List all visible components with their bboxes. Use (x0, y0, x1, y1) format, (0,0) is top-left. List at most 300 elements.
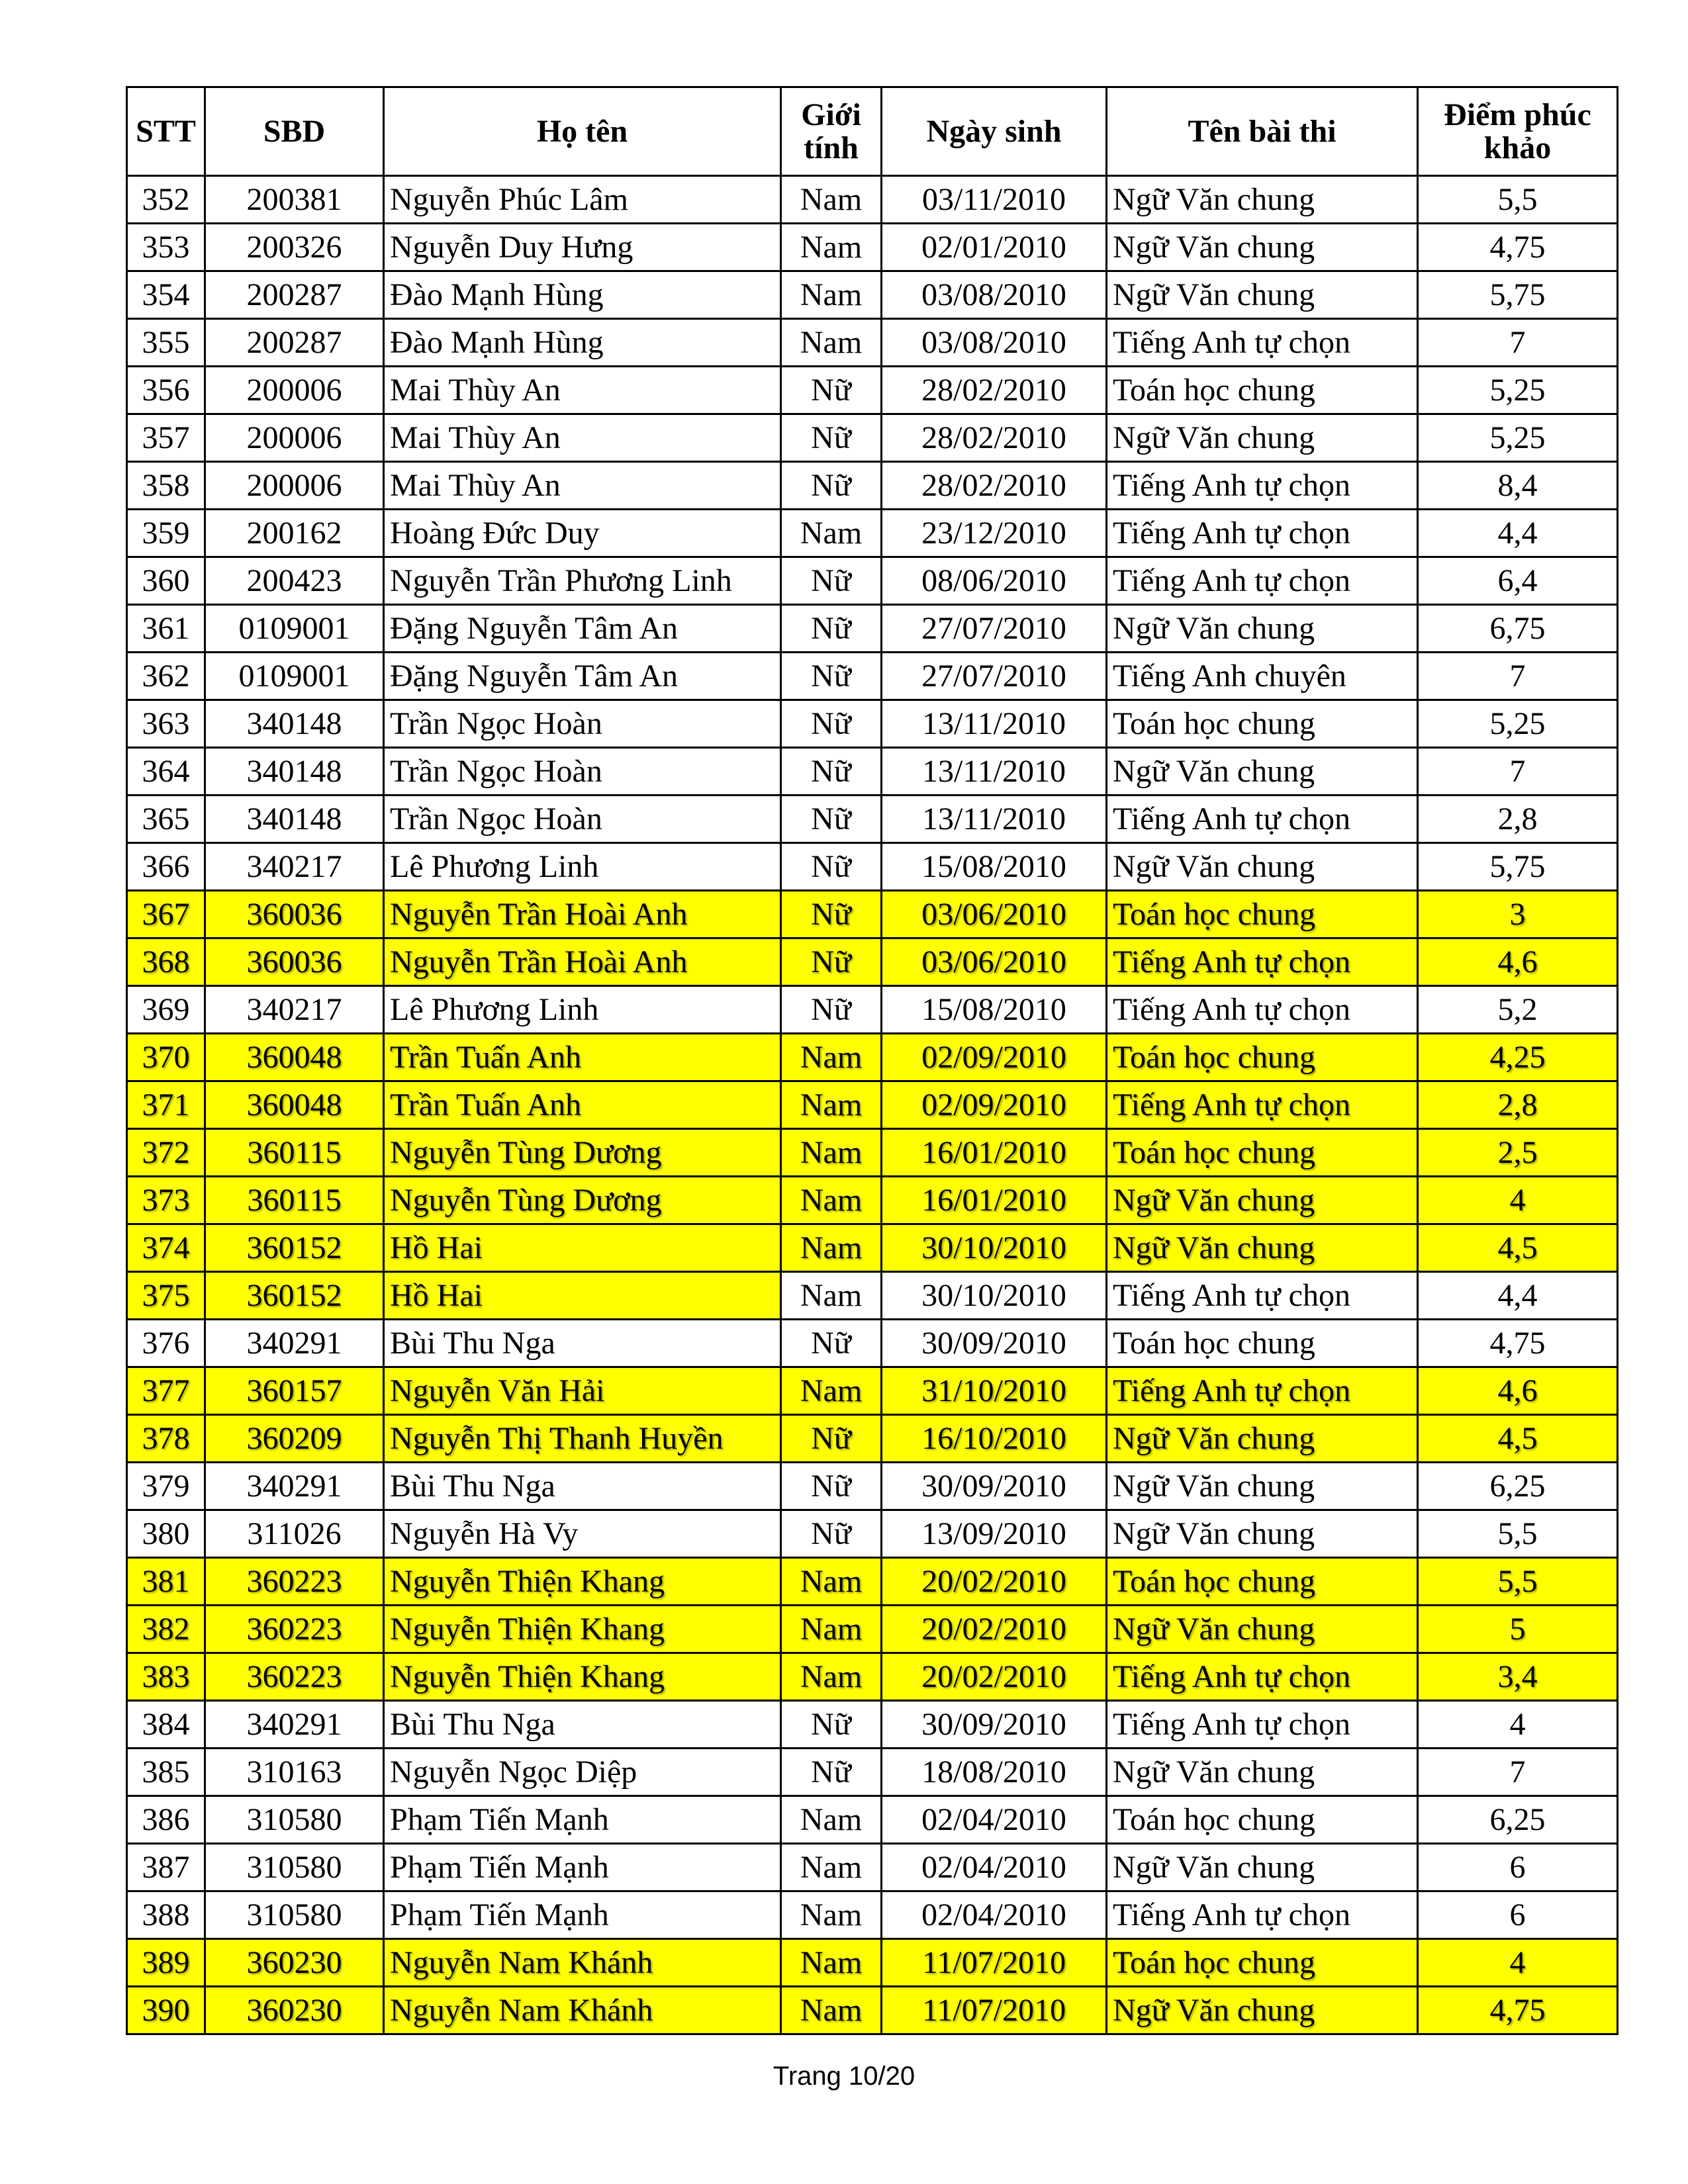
cell-dob: 03/06/2010 (882, 891, 1107, 938)
table-row (127, 367, 1618, 414)
cell-gender: Nữ (781, 462, 882, 510)
cell-name: Trần Ngọc Hoàn (384, 700, 781, 748)
cell-subject: Ngữ Văn chung (1107, 1415, 1418, 1463)
cell-score: 6 (1418, 1844, 1618, 1891)
cell-gender: Nữ (781, 938, 882, 986)
cell-score: 3 (1418, 891, 1618, 938)
cell-name: Nguyễn Thiện Khang (384, 1558, 781, 1606)
cell-sbd: 310163 (205, 1749, 384, 1796)
cell-gender: Nam (781, 1367, 882, 1415)
cell-sbd: 340291 (205, 1701, 384, 1749)
results-table (126, 86, 1618, 2035)
cell-dob: 20/02/2010 (882, 1558, 1107, 1606)
cell-gender: Nam (781, 1129, 882, 1177)
header-name: Họ tên (384, 87, 781, 176)
cell-gender: Nữ (781, 891, 882, 938)
cell-stt: 375 (127, 1272, 205, 1320)
cell-sbd: 360223 (205, 1606, 384, 1653)
cell-score: 4,6 (1418, 938, 1618, 986)
cell-score: 6,75 (1418, 605, 1618, 653)
cell-dob: 30/09/2010 (882, 1320, 1107, 1367)
cell-dob: 02/04/2010 (882, 1796, 1107, 1844)
cell-dob: 28/02/2010 (882, 367, 1107, 414)
cell-stt: 357 (127, 414, 205, 462)
cell-gender: Nữ (781, 414, 882, 462)
cell-stt: 384 (127, 1701, 205, 1749)
cell-name: Nguyễn Hà Vy (384, 1510, 781, 1558)
table-row (127, 1272, 1618, 1320)
cell-stt: 380 (127, 1510, 205, 1558)
cell-sbd: 200006 (205, 414, 384, 462)
cell-score: 4,75 (1418, 1987, 1618, 2034)
cell-dob: 16/01/2010 (882, 1177, 1107, 1224)
cell-score: 4,75 (1418, 1320, 1618, 1367)
header-score (1418, 87, 1618, 176)
cell-dob: 16/01/2010 (882, 1129, 1107, 1177)
cell-gender: Nữ (781, 986, 882, 1034)
cell-subject: Ngữ Văn chung (1107, 1224, 1418, 1272)
cell-sbd: 360036 (205, 938, 384, 986)
cell-dob: 16/10/2010 (882, 1415, 1107, 1463)
cell-name: Nguyễn Trần Hoài Anh (384, 891, 781, 938)
cell-name: Lê Phương Linh (384, 843, 781, 891)
cell-subject: Ngữ Văn chung (1107, 1844, 1418, 1891)
cell-score: 2,5 (1418, 1129, 1618, 1177)
cell-gender: Nam (781, 1987, 882, 2034)
cell-subject: Tiếng Anh tự chọn (1107, 938, 1418, 986)
table-row (127, 938, 1618, 986)
cell-score: 5,2 (1418, 986, 1618, 1034)
table-row (127, 843, 1618, 891)
table-row (127, 1510, 1618, 1558)
cell-dob: 03/08/2010 (882, 271, 1107, 319)
cell-gender: Nam (781, 1034, 882, 1081)
cell-subject: Toán học chung (1107, 1034, 1418, 1081)
cell-stt: 379 (127, 1463, 205, 1510)
cell-score: 4 (1418, 1939, 1618, 1987)
cell-sbd: 200381 (205, 176, 384, 224)
cell-score: 6,25 (1418, 1463, 1618, 1510)
table-row (127, 319, 1618, 367)
cell-name: Hoàng Đức Duy (384, 510, 781, 557)
cell-subject: Tiếng Anh tự chọn (1107, 1653, 1418, 1701)
cell-subject: Ngữ Văn chung (1107, 1606, 1418, 1653)
cell-sbd: 200287 (205, 271, 384, 319)
cell-dob: 13/09/2010 (882, 1510, 1107, 1558)
cell-sbd: 0109001 (205, 605, 384, 653)
cell-score: 4,4 (1418, 1272, 1618, 1320)
cell-gender: Nữ (781, 1463, 882, 1510)
cell-dob: 23/12/2010 (882, 510, 1107, 557)
cell-gender: Nam (781, 1606, 882, 1653)
table-row (127, 1415, 1618, 1463)
cell-stt: 365 (127, 796, 205, 843)
cell-gender: Nữ (781, 605, 882, 653)
cell-dob: 13/11/2010 (882, 796, 1107, 843)
cell-name: Trần Ngọc Hoàn (384, 748, 781, 796)
cell-sbd: 360115 (205, 1177, 384, 1224)
cell-gender: Nữ (781, 843, 882, 891)
cell-sbd: 200287 (205, 319, 384, 367)
cell-dob: 30/10/2010 (882, 1224, 1107, 1272)
cell-name: Đặng Nguyễn Tâm An (384, 653, 781, 700)
cell-score: 4,4 (1418, 510, 1618, 557)
cell-sbd: 311026 (205, 1510, 384, 1558)
cell-score: 4,5 (1418, 1415, 1618, 1463)
cell-gender: Nam (781, 271, 882, 319)
cell-name: Đào Mạnh Hùng (384, 319, 781, 367)
cell-sbd: 200006 (205, 462, 384, 510)
cell-stt: 369 (127, 986, 205, 1034)
cell-name: Nguyễn Thiện Khang (384, 1653, 781, 1701)
table-row (127, 653, 1618, 700)
cell-stt: 363 (127, 700, 205, 748)
cell-sbd: 360223 (205, 1653, 384, 1701)
table-row (127, 1891, 1618, 1939)
cell-sbd: 360036 (205, 891, 384, 938)
cell-score: 5,5 (1418, 1558, 1618, 1606)
cell-stt: 390 (127, 1987, 205, 2034)
cell-score: 5,25 (1418, 700, 1618, 748)
cell-stt: 377 (127, 1367, 205, 1415)
cell-name: Nguyễn Nam Khánh (384, 1987, 781, 2034)
cell-subject: Tiếng Anh tự chọn (1107, 1272, 1418, 1320)
cell-sbd: 360048 (205, 1081, 384, 1129)
cell-gender: Nam (781, 224, 882, 271)
table-body (127, 176, 1618, 2034)
table-row (127, 462, 1618, 510)
cell-name: Trần Tuấn Anh (384, 1081, 781, 1129)
cell-gender: Nữ (781, 1415, 882, 1463)
cell-stt: 374 (127, 1224, 205, 1272)
cell-stt: 381 (127, 1558, 205, 1606)
cell-stt: 382 (127, 1606, 205, 1653)
table-row (127, 1796, 1618, 1844)
cell-subject: Tiếng Anh tự chọn (1107, 510, 1418, 557)
cell-subject: Tiếng Anh tự chọn (1107, 1081, 1418, 1129)
cell-sbd: 340291 (205, 1320, 384, 1367)
header-score-line2: khảo (1483, 130, 1552, 165)
cell-subject: Ngữ Văn chung (1107, 224, 1418, 271)
cell-sbd: 340291 (205, 1463, 384, 1510)
cell-subject: Tiếng Anh tự chọn (1107, 1701, 1418, 1749)
cell-stt: 386 (127, 1796, 205, 1844)
cell-name: Phạm Tiến Mạnh (384, 1796, 781, 1844)
header-subject: Tên bài thi (1107, 87, 1418, 176)
cell-dob: 28/02/2010 (882, 462, 1107, 510)
table-row (127, 891, 1618, 938)
cell-score: 3,4 (1418, 1653, 1618, 1701)
cell-dob: 15/08/2010 (882, 986, 1107, 1034)
cell-gender: Nữ (781, 1701, 882, 1749)
cell-name: Mai Thùy An (384, 414, 781, 462)
cell-dob: 02/04/2010 (882, 1891, 1107, 1939)
cell-dob: 18/08/2010 (882, 1749, 1107, 1796)
cell-gender: Nam (781, 1939, 882, 1987)
cell-dob: 11/07/2010 (882, 1939, 1107, 1987)
cell-sbd: 360223 (205, 1558, 384, 1606)
cell-gender: Nữ (781, 748, 882, 796)
cell-stt: 385 (127, 1749, 205, 1796)
cell-stt: 352 (127, 176, 205, 224)
cell-name: Hồ Hai (384, 1272, 781, 1320)
cell-name: Nguyễn Duy Hưng (384, 224, 781, 271)
cell-gender: Nữ (781, 557, 882, 605)
cell-dob: 02/04/2010 (882, 1844, 1107, 1891)
table-row (127, 796, 1618, 843)
table-row (127, 1606, 1618, 1653)
cell-score: 5,5 (1418, 176, 1618, 224)
cell-stt: 389 (127, 1939, 205, 1987)
cell-score: 4,75 (1418, 224, 1618, 271)
cell-score: 5,25 (1418, 414, 1618, 462)
cell-dob: 02/09/2010 (882, 1034, 1107, 1081)
cell-sbd: 200006 (205, 367, 384, 414)
cell-score: 5 (1418, 1606, 1618, 1653)
cell-gender: Nam (781, 1844, 882, 1891)
cell-score: 6 (1418, 1891, 1618, 1939)
cell-name: Đặng Nguyễn Tâm An (384, 605, 781, 653)
cell-name: Trần Tuấn Anh (384, 1034, 781, 1081)
cell-stt: 383 (127, 1653, 205, 1701)
cell-dob: 20/02/2010 (882, 1606, 1107, 1653)
cell-gender: Nữ (781, 796, 882, 843)
cell-subject: Ngữ Văn chung (1107, 414, 1418, 462)
cell-sbd: 310580 (205, 1796, 384, 1844)
cell-stt: 368 (127, 938, 205, 986)
cell-score: 5,75 (1418, 271, 1618, 319)
table-row (127, 510, 1618, 557)
cell-name: Nguyễn Trần Hoài Anh (384, 938, 781, 986)
cell-dob: 30/10/2010 (882, 1272, 1107, 1320)
table-row (127, 1701, 1618, 1749)
cell-dob: 28/02/2010 (882, 414, 1107, 462)
cell-sbd: 340148 (205, 748, 384, 796)
cell-stt: 378 (127, 1415, 205, 1463)
cell-stt: 364 (127, 748, 205, 796)
cell-subject: Tiếng Anh tự chọn (1107, 319, 1418, 367)
table-row (127, 1987, 1618, 2034)
cell-subject: Tiếng Anh tự chọn (1107, 557, 1418, 605)
cell-gender: Nữ (781, 653, 882, 700)
cell-dob: 02/01/2010 (882, 224, 1107, 271)
cell-gender: Nữ (781, 367, 882, 414)
cell-sbd: 360157 (205, 1367, 384, 1415)
cell-subject: Ngữ Văn chung (1107, 271, 1418, 319)
cell-sbd: 340217 (205, 986, 384, 1034)
cell-stt: 360 (127, 557, 205, 605)
cell-dob: 03/08/2010 (882, 319, 1107, 367)
table-header (127, 87, 1618, 176)
cell-subject: Toán học chung (1107, 1320, 1418, 1367)
cell-dob: 08/06/2010 (882, 557, 1107, 605)
cell-stt: 373 (127, 1177, 205, 1224)
cell-name: Lê Phương Linh (384, 986, 781, 1034)
cell-subject: Toán học chung (1107, 700, 1418, 748)
cell-subject: Toán học chung (1107, 1129, 1418, 1177)
cell-score: 5,25 (1418, 367, 1618, 414)
table-row (127, 414, 1618, 462)
cell-gender: Nam (781, 176, 882, 224)
cell-subject: Tiếng Anh tự chọn (1107, 462, 1418, 510)
cell-sbd: 0109001 (205, 653, 384, 700)
cell-name: Bùi Thu Nga (384, 1463, 781, 1510)
cell-subject: Tiếng Anh tự chọn (1107, 1367, 1418, 1415)
cell-subject: Ngữ Văn chung (1107, 843, 1418, 891)
cell-sbd: 360152 (205, 1224, 384, 1272)
cell-sbd: 360230 (205, 1987, 384, 2034)
header-gender-line2: tính (804, 130, 859, 165)
cell-sbd: 340148 (205, 700, 384, 748)
cell-dob: 30/09/2010 (882, 1463, 1107, 1510)
cell-sbd: 310580 (205, 1891, 384, 1939)
table-row (127, 224, 1618, 271)
cell-sbd: 340217 (205, 843, 384, 891)
cell-dob: 20/02/2010 (882, 1653, 1107, 1701)
cell-name: Nguyễn Thị Thanh Huyền (384, 1415, 781, 1463)
cell-subject: Tiếng Anh tự chọn (1107, 986, 1418, 1034)
table-row (127, 557, 1618, 605)
page-number: Trang 10/20 (773, 2062, 915, 2091)
cell-subject: Toán học chung (1107, 1558, 1418, 1606)
cell-stt: 359 (127, 510, 205, 557)
cell-stt: 367 (127, 891, 205, 938)
cell-sbd: 360209 (205, 1415, 384, 1463)
table-row (127, 605, 1618, 653)
cell-name: Nguyễn Thiện Khang (384, 1606, 781, 1653)
cell-gender: Nam (781, 1224, 882, 1272)
cell-score: 7 (1418, 748, 1618, 796)
cell-score: 4 (1418, 1177, 1618, 1224)
cell-name: Nguyễn Nam Khánh (384, 1939, 781, 1987)
cell-subject: Toán học chung (1107, 367, 1418, 414)
cell-gender: Nam (781, 510, 882, 557)
table-row (127, 1129, 1618, 1177)
cell-subject: Ngữ Văn chung (1107, 605, 1418, 653)
cell-dob: 31/10/2010 (882, 1367, 1107, 1415)
cell-score: 2,8 (1418, 796, 1618, 843)
header-gender-line1: Giới (801, 97, 861, 132)
cell-stt: 362 (127, 653, 205, 700)
cell-name: Đào Mạnh Hùng (384, 271, 781, 319)
cell-stt: 372 (127, 1129, 205, 1177)
cell-gender: Nữ (781, 1510, 882, 1558)
cell-subject: Ngữ Văn chung (1107, 1463, 1418, 1510)
cell-score: 2,8 (1418, 1081, 1618, 1129)
cell-stt: 361 (127, 605, 205, 653)
cell-sbd: 340148 (205, 796, 384, 843)
table-row (127, 176, 1618, 224)
cell-stt: 358 (127, 462, 205, 510)
cell-name: Nguyễn Tùng Dương (384, 1177, 781, 1224)
cell-score: 6,25 (1418, 1796, 1618, 1844)
cell-dob: 15/08/2010 (882, 843, 1107, 891)
table-row (127, 1939, 1618, 1987)
cell-gender: Nam (781, 1177, 882, 1224)
table-row (127, 1653, 1618, 1701)
cell-stt: 370 (127, 1034, 205, 1081)
cell-stt: 366 (127, 843, 205, 891)
table-row (127, 1463, 1618, 1510)
cell-gender: Nam (781, 1891, 882, 1939)
cell-name: Nguyễn Trần Phương Linh (384, 557, 781, 605)
cell-score: 5,75 (1418, 843, 1618, 891)
cell-stt: 371 (127, 1081, 205, 1129)
table-row (127, 748, 1618, 796)
cell-dob: 03/11/2010 (882, 176, 1107, 224)
cell-score: 5,5 (1418, 1510, 1618, 1558)
table-row (127, 1844, 1618, 1891)
cell-score: 7 (1418, 1749, 1618, 1796)
cell-dob: 13/11/2010 (882, 748, 1107, 796)
table-row (127, 1081, 1618, 1129)
cell-score: 7 (1418, 319, 1618, 367)
cell-gender: Nữ (781, 1320, 882, 1367)
cell-subject: Toán học chung (1107, 1796, 1418, 1844)
cell-name: Nguyễn Văn Hải (384, 1367, 781, 1415)
cell-stt: 388 (127, 1891, 205, 1939)
table-row (127, 1034, 1618, 1081)
cell-subject: Toán học chung (1107, 891, 1418, 938)
cell-dob: 27/07/2010 (882, 605, 1107, 653)
cell-name: Bùi Thu Nga (384, 1701, 781, 1749)
header-row (127, 87, 1618, 176)
cell-sbd: 360152 (205, 1272, 384, 1320)
cell-score: 4,5 (1418, 1224, 1618, 1272)
table-row (127, 986, 1618, 1034)
cell-sbd: 200326 (205, 224, 384, 271)
table-row (127, 1558, 1618, 1606)
header-stt: STT (127, 87, 205, 176)
cell-gender: Nam (781, 319, 882, 367)
cell-subject: Tiếng Anh tự chọn (1107, 796, 1418, 843)
header-sbd: SBD (205, 87, 384, 176)
table-row (127, 1177, 1618, 1224)
cell-gender: Nam (781, 1653, 882, 1701)
cell-name: Mai Thùy An (384, 367, 781, 414)
table-row (127, 271, 1618, 319)
cell-subject: Ngữ Văn chung (1107, 748, 1418, 796)
cell-name: Nguyễn Tùng Dương (384, 1129, 781, 1177)
cell-stt: 355 (127, 319, 205, 367)
cell-score: 7 (1418, 653, 1618, 700)
cell-name: Bùi Thu Nga (384, 1320, 781, 1367)
cell-sbd: 310580 (205, 1844, 384, 1891)
cell-dob: 27/07/2010 (882, 653, 1107, 700)
cell-subject: Toán học chung (1107, 1939, 1418, 1987)
cell-name: Phạm Tiến Mạnh (384, 1844, 781, 1891)
cell-dob: 03/06/2010 (882, 938, 1107, 986)
cell-sbd: 200162 (205, 510, 384, 557)
cell-score: 6,4 (1418, 557, 1618, 605)
cell-gender: Nam (781, 1081, 882, 1129)
cell-stt: 376 (127, 1320, 205, 1367)
cell-dob: 11/07/2010 (882, 1987, 1107, 2034)
cell-dob: 02/09/2010 (882, 1081, 1107, 1129)
cell-stt: 354 (127, 271, 205, 319)
cell-stt: 353 (127, 224, 205, 271)
cell-dob: 13/11/2010 (882, 700, 1107, 748)
header-dob: Ngày sinh (882, 87, 1107, 176)
cell-gender: Nam (781, 1272, 882, 1320)
cell-gender: Nam (781, 1796, 882, 1844)
cell-gender: Nam (781, 1558, 882, 1606)
cell-name: Nguyễn Phúc Lâm (384, 176, 781, 224)
cell-name: Hồ Hai (384, 1224, 781, 1272)
table-row (127, 1749, 1618, 1796)
cell-subject: Ngữ Văn chung (1107, 176, 1418, 224)
table-row (127, 1367, 1618, 1415)
